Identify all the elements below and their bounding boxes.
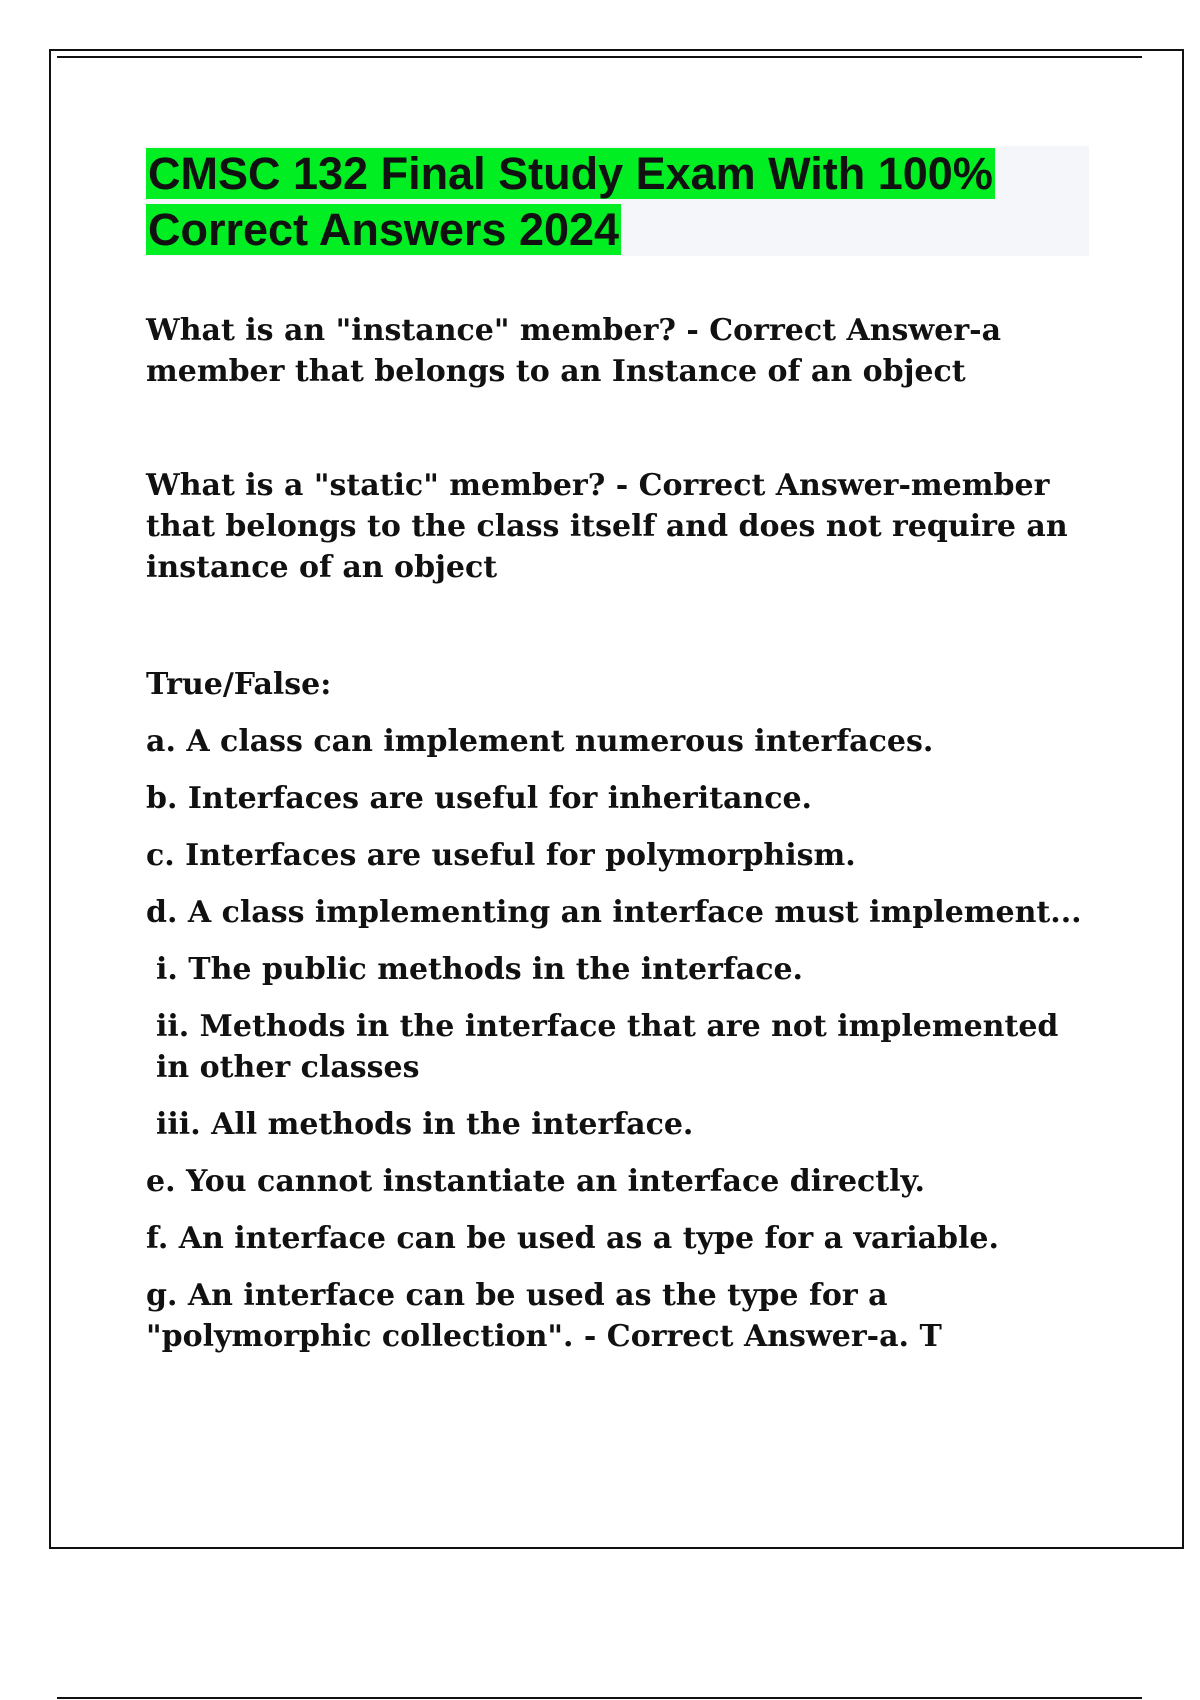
question-answer-instance: What is an "instance" member? - Correct Answer-a member that belongs to an Instance of an object [146, 313, 1002, 389]
tf-item-b: b. Interfaces are useful for inheritance. [146, 781, 812, 816]
tf-item-c: c. Interfaces are useful for polymorphism. [146, 838, 856, 873]
tf-item-a: a. A class can implement numerous interfaces. [146, 724, 934, 759]
tf-item-f: f. An interface can be used as a type for a variable. [146, 1221, 999, 1256]
tf-item-d: d. A class implementing an interface must implement... [146, 895, 1082, 930]
title-line-2: Correct Answers 2024 [148, 204, 620, 255]
tf-item-d-ii: ii. Methods in the interface that are not implemented in other classes [156, 1009, 1059, 1085]
document-body [146, 310, 1086, 1373]
true-false-heading: True/False: [146, 667, 332, 702]
question-answer-static: What is a "static" member? - Correct Answer-member that belongs to the class itself and does not require an instance of an object [146, 468, 1068, 585]
title-line-1: CMSC 132 Final Study Exam With 100% [148, 148, 993, 199]
tf-item-d-i: i. The public methods in the interface. [156, 952, 803, 987]
title-block [146, 146, 1089, 256]
tf-item-d-iii: iii. All methods in the interface. [156, 1107, 694, 1142]
document-title [146, 146, 1089, 258]
bottom-rule [57, 1697, 1142, 1699]
tf-item-e: e. You cannot instantiate an interface directly. [146, 1164, 925, 1199]
tf-item-g: g. An interface can be used as the type for a "polymorphic collection". - Correct Answer-a. T [146, 1278, 942, 1354]
true-false-block [146, 664, 1086, 1357]
